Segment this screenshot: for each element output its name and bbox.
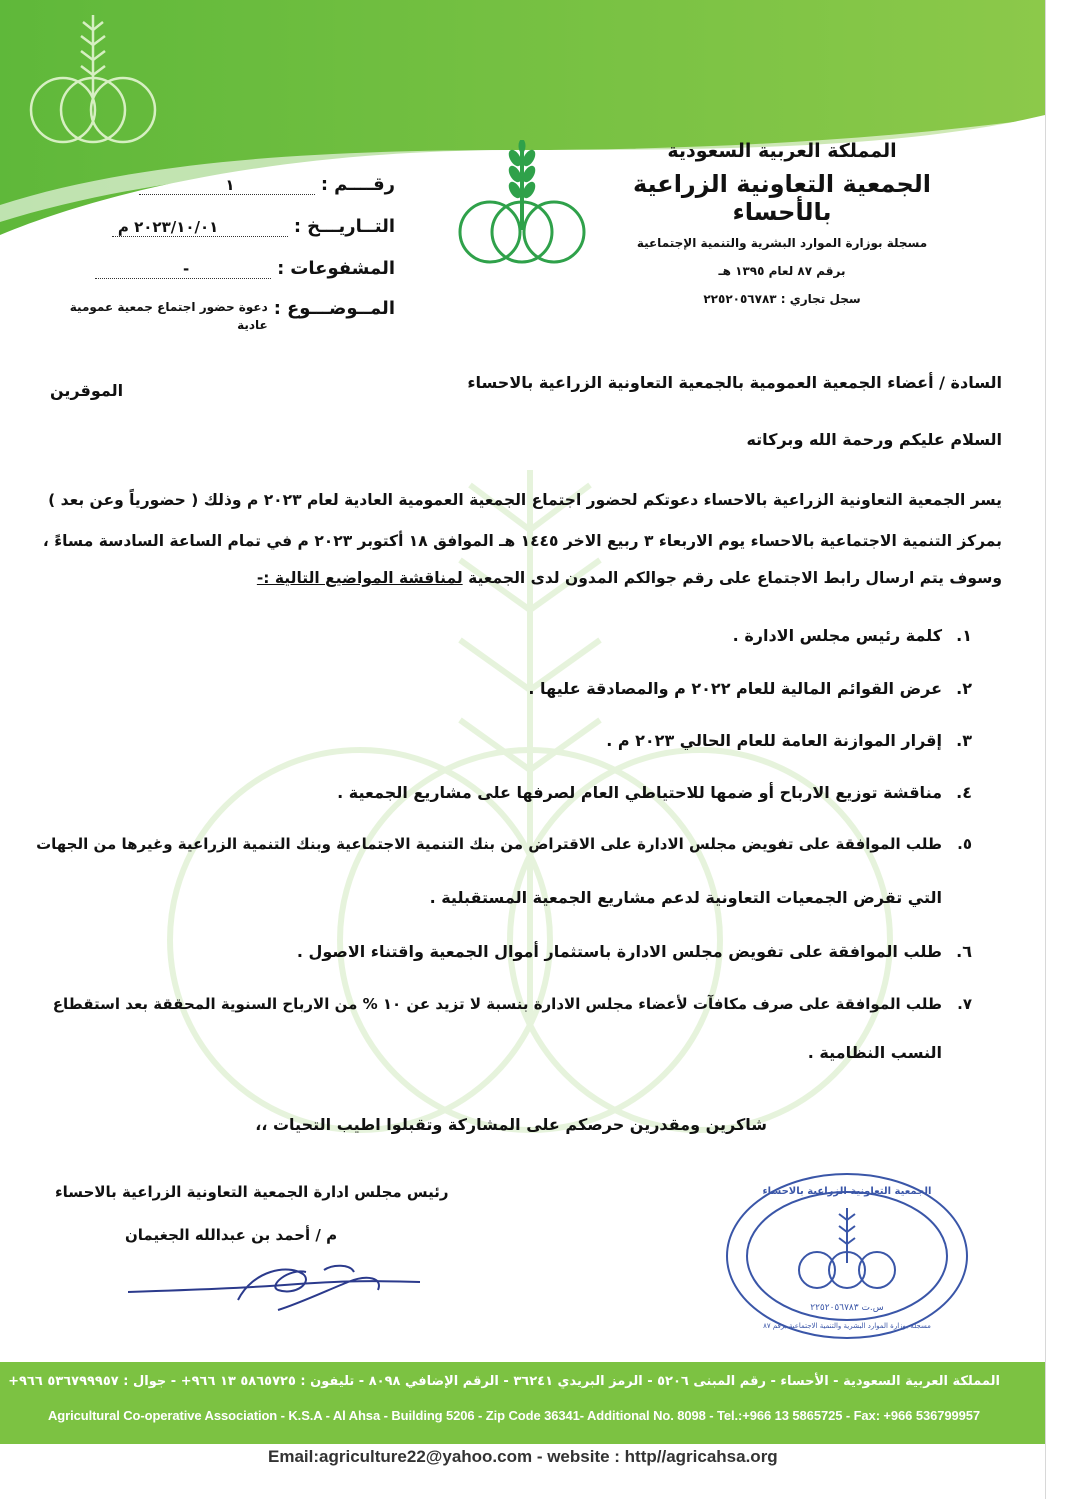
- country-name: المملكة العربية السعودية: [667, 140, 897, 162]
- association-logo-icon: [455, 140, 590, 275]
- paragraph-line-3: [257, 569, 1002, 587]
- item-number: ٧.: [957, 995, 972, 1013]
- registration-number: برقم ٨٧ لعام ١٣٩٥ هـ: [718, 264, 846, 278]
- item-number: ١.: [956, 626, 972, 645]
- number-value: ١: [139, 176, 315, 195]
- item-text: طلب الموافقة على صرف مكافآت لأعضاء مجلس الادارة بنسبة لا تزيد عن ١٠ % من الارباح السنوية المحققة بعد استقطاع: [52, 995, 942, 1013]
- item-text: إقرار الموازنة العامة للعام الحالي ٢٠٢٣ م .: [606, 731, 942, 750]
- date-row: [112, 216, 395, 237]
- signatory-name: م / أحمد بن عبدالله الجغيمان: [125, 1226, 338, 1244]
- date-label: التــاريـــخ: [307, 216, 395, 237]
- number-row: [139, 174, 395, 195]
- attachments-row: [95, 258, 395, 279]
- footer-arabic-address: المملكة العربية السعودية - الأحساء - رقم المبنى ٥٢٠٦ - الرمز البريدي ٣٦٢٤١ - الرقم الإضافي ٨٠٩٨ - تليفون : ٥٨٦٥٧٢٥ ١٣ ٩٦٦+ - جوال : ٥٣٦٧٩٩٩٥٧ ٩٦٦+: [8, 1374, 1000, 1389]
- colon: :: [273, 298, 281, 319]
- agenda-item: [606, 731, 972, 750]
- agenda-item: [733, 626, 972, 645]
- registration-line: مسجلة بوزارة الموارد البشرية والتنمية الإجتماعية: [636, 236, 928, 250]
- agenda-item: [337, 783, 972, 802]
- agenda-item-continuation: النسب النظامية .: [807, 1043, 942, 1062]
- paragraph-line-2: بمركز التنمية الاجتماعية بالاحساء يوم الاربعاء ٣ ربيع الاخر ١٤٤٥ هـ الموافق ١٨ أكتوبر ٢٠٢٣ م في تمام الساعة السادسة مساءً ،: [42, 532, 1002, 550]
- commercial-registration: سجل تجاري : ٢٢٥٢٠٥٦٧٨٣: [703, 292, 861, 306]
- item-number: ٣.: [956, 731, 972, 750]
- organization-name: الجمعية التعاونية الزراعية بالأحساء: [632, 170, 932, 226]
- org-header: [592, 140, 972, 320]
- agenda-item: [53, 995, 972, 1013]
- item-text: عرض القوائم المالية للعام ٢٠٢٢ م والمصادقة عليها .: [528, 679, 942, 698]
- closing-line: شاكرين ومقدرين حرصكم على المشاركة وتقبلوا اطيب التحيات ،،: [255, 1115, 767, 1134]
- attachments-value: -: [95, 260, 271, 279]
- stamp-text-top: الجمعية التعاونية الزراعية بالاحساء: [762, 1186, 932, 1197]
- item-number: ٥.: [957, 835, 972, 853]
- item-text: مناقشة توزيع الارباح أو ضمها للاحتياطي العام لصرفها على مشاريع الجمعية .: [337, 783, 942, 802]
- paragraph-line-1: يسر الجمعية التعاونية الزراعية بالاحساء دعوتكم لحضور اجتماع الجمعية العمومية العادية لعام ٢٠٢٣ م وذلك ( حضورياً وعن بعد ): [48, 491, 1002, 509]
- colon: :: [277, 258, 285, 279]
- addressee: السادة / أعضاء الجمعية العمومية بالجمعية التعاونية الزراعية بالاحساء: [467, 373, 1002, 392]
- corner-logo-icon: [18, 10, 168, 150]
- official-stamp-icon: [722, 1168, 972, 1343]
- colon: :: [320, 174, 329, 195]
- stamp-cr: س.ت ٢٢٥٢٠٥٦٧٨٣: [810, 1303, 884, 1313]
- footer-english-address: Agricultural Co-operative Association - K.S.A - Al Ahsa - Building 5206 - Zip Code 36341- Additional No. 8098 - Tel.:+966 13 5865725 - Fax: +966 536799957: [48, 1408, 980, 1423]
- agenda-item: [528, 679, 972, 698]
- greeting: السلام عليكم ورحمة الله وبركاته: [746, 430, 1002, 449]
- signatory-title: رئيس مجلس ادارة الجمعية التعاونية الزراعية بالاحساء: [55, 1183, 449, 1201]
- item-number: ٤.: [956, 783, 972, 802]
- agenda-item: [36, 835, 972, 853]
- item-text: كلمة رئيس مجلس الادارة .: [732, 626, 942, 645]
- honorific: الموقرين: [50, 381, 124, 400]
- number-label: رقــــم: [334, 174, 395, 195]
- item-text: طلب الموافقة على تفويض مجلس الادارة على الاقتراض من بنك التنمية الاجتماعية وبنك التنمية الزراعية وغيرها من الجهات: [36, 835, 942, 853]
- item-text: طلب الموافقة على تفويض مجلس الادارة باستثمار أموال الجمعية واقتناء الاصول .: [296, 942, 942, 961]
- subject-value: دعوة حضور اجتماع جمعية عمومية عادية: [69, 300, 268, 332]
- topics-intro: لمناقشة المواضيع التالية :-: [256, 569, 463, 587]
- footer-contact: Email:agriculture22@yahoo.com - website : http//agricahsa.org: [268, 1447, 778, 1466]
- item-number: ٦.: [956, 942, 972, 961]
- subject-row: [68, 298, 395, 334]
- colon: :: [293, 216, 302, 237]
- attachments-label: المشفوعات: [290, 258, 395, 279]
- watermark-logo-icon: [150, 470, 910, 1270]
- paragraph-line-3-a: وسوف يتم ارسال رابط الاجتماع على رقم جوالكم المدون لدى الجمعية: [468, 569, 1002, 587]
- page-edge: [1045, 0, 1067, 1499]
- stamp-text-bottom: مسجلة بوزارة الموارد البشرية والتنمية الاجتماعية برقم ٨٧: [763, 1322, 931, 1330]
- agenda-item: [297, 942, 972, 961]
- subject-label: المــوضـــوع: [286, 298, 395, 319]
- item-number: ٢.: [956, 679, 972, 698]
- footer-band: [0, 1362, 1045, 1444]
- agenda-item-continuation: التي تقرض الجمعيات التعاونية لدعم مشاريع الجمعية المستقبلية .: [429, 888, 942, 907]
- signature-image: [128, 1260, 428, 1320]
- date-value: ٢٠٢٣/١٠/٠١ م: [112, 218, 288, 237]
